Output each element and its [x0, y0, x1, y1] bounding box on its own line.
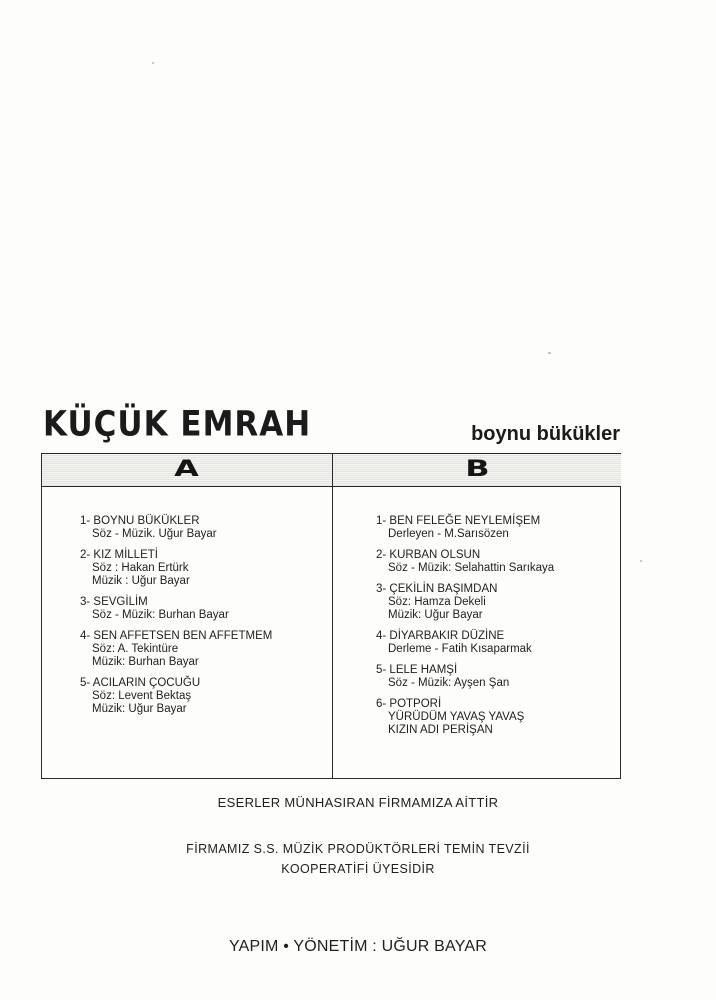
track-credit: Müzik: Uğur Bayar: [388, 609, 483, 621]
track-title: 4- SEN AFFETSEN BEN AFFETMEM: [80, 630, 273, 642]
track-title: 2- KURBAN OLSUN: [376, 549, 481, 561]
track-item: [376, 515, 621, 541]
track-title: 5- ACILARIN ÇOCUĞU: [80, 677, 201, 689]
paper-speck: [640, 560, 642, 562]
track-credit: Söz - Müzik: Ayşen Şan: [388, 677, 510, 689]
track-item: [376, 630, 621, 656]
track-item: [80, 549, 332, 588]
track-title: 1- BEN FELEĞE NEYLEMİŞEM: [376, 515, 541, 527]
side-a-label: A: [174, 457, 200, 482]
track-credit: Söz - Müzik: Selahattin Sarıkaya: [388, 562, 555, 574]
track-credit: Müzik: Uğur Bayar: [92, 703, 187, 715]
track-credit: YÜRÜDÜM YAVAŞ YAVAŞ: [388, 711, 525, 723]
membership-line-2: KOOPERATİFİ ÜYESİDİR: [281, 862, 435, 876]
track-credit: Müzik: Burhan Bayar: [92, 656, 199, 668]
track-item: [80, 677, 332, 716]
paper-speck: [548, 352, 551, 354]
artist-name: KÜÇÜK EMRAH: [43, 404, 312, 445]
side-b-label: B: [464, 457, 490, 482]
track-title: 2- KIZ MİLLETİ: [80, 549, 158, 561]
track-credit: Söz: Hamza Dekeli: [388, 596, 486, 608]
track-title: 1- BOYNU BÜKÜKLER: [80, 515, 200, 527]
tracklist-table: [41, 453, 621, 779]
track-item: [376, 698, 621, 737]
side-a-tracks: [42, 487, 332, 716]
track-credit: Müzik : Uğur Bayar: [92, 575, 190, 587]
paper-speck: [152, 62, 154, 64]
track-credit: Derleyen - M.Sarısözen: [388, 528, 509, 540]
track-item: [376, 664, 621, 690]
track-credit: Söz: A. Tekintüre: [92, 643, 179, 655]
track-title: 5- LELE HAMŞİ: [376, 664, 458, 676]
track-credit: KIZIN ADI PERİŞAN: [388, 724, 493, 736]
track-title: 3- ÇEKİLİN BAŞIMDAN: [376, 583, 498, 595]
side-b-header: [333, 454, 621, 487]
track-item: [80, 630, 332, 669]
side-b-column: [332, 454, 621, 778]
side-a-column: [42, 454, 332, 778]
membership-line-1: FİRMAMIZ S.S. MÜZİK PRODÜKTÖRLERİ TEMİN TEVZİİ: [186, 842, 530, 856]
track-item: [80, 596, 332, 622]
track-credit: Söz : Hakan Ertürk: [92, 562, 189, 574]
track-title: 4- DİYARBAKIR DÜZİNE: [376, 630, 505, 642]
album-title: boynu bükükler: [471, 423, 620, 445]
side-b-tracks: [333, 487, 621, 737]
track-credit: Söz: Levent Bektaş: [92, 690, 192, 702]
track-title: 6- POTPORİ: [376, 698, 442, 710]
track-credit: Söz - Müzik. Uğur Bayar: [92, 528, 217, 540]
production-credit: YAPIM • YÖNETİM : UĞUR BAYAR: [228, 938, 488, 955]
side-a-header: [42, 454, 332, 487]
track-credit: Söz - Müzik: Burhan Bayar: [92, 609, 229, 621]
track-item: [376, 549, 621, 575]
track-title: 3- SEVGİLİM: [80, 596, 148, 608]
track-item: [80, 515, 332, 541]
track-credit: Derleme - Fatih Kısaparmak: [388, 643, 532, 655]
track-item: [376, 583, 621, 622]
rights-notice: ESERLER MÜNHASIRAN FİRMAMIZA AİTTİR: [217, 795, 499, 810]
